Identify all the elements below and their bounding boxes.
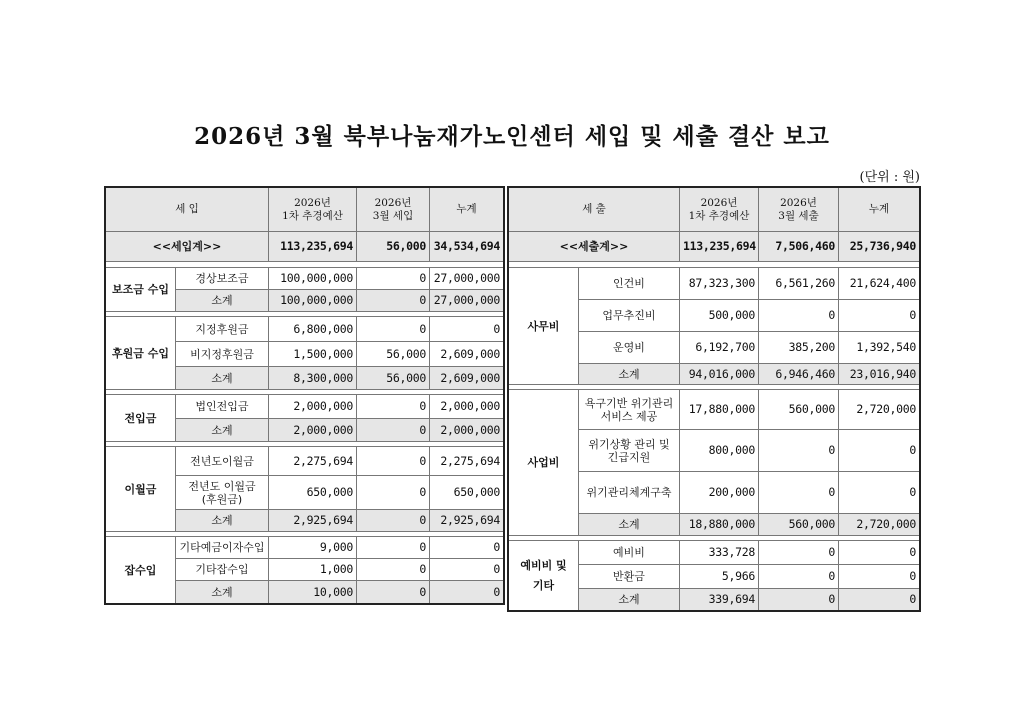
income-group-name: 이월금 xyxy=(106,447,176,532)
income-month: 0 xyxy=(357,317,430,342)
income-item: 소계 xyxy=(176,367,269,390)
income-budget: 100,000,000 xyxy=(269,290,357,312)
income-month: 0 xyxy=(357,510,430,532)
income-month: 0 xyxy=(357,395,430,419)
table-row xyxy=(106,395,504,419)
expense-item: 반환금 xyxy=(579,565,680,589)
income-budget: 650,000 xyxy=(269,476,357,510)
expense-item: 소계 xyxy=(579,589,680,611)
expense-month-header: 2026년 3월 세출 xyxy=(759,188,839,232)
expense-total-row xyxy=(509,232,920,262)
expense-item: 소계 xyxy=(579,364,680,385)
expense-month: 0 xyxy=(759,472,839,514)
income-group-name: 전입금 xyxy=(106,395,176,442)
income-cumulative: 27,000,000 xyxy=(430,268,504,290)
expense-month: 6,561,260 xyxy=(759,268,839,300)
income-cumulative: 650,000 xyxy=(430,476,504,510)
income-table xyxy=(105,187,504,604)
income-total-budget: 113,235,694 xyxy=(269,232,357,262)
income-cumulative: 27,000,000 xyxy=(430,290,504,312)
expense-cumulative-header: 누계 xyxy=(839,188,920,232)
expense-month: 0 xyxy=(759,589,839,611)
income-month: 0 xyxy=(357,447,430,476)
expense-budget-header: 2026년 1차 추경예산 xyxy=(680,188,759,232)
income-total-cumulative: 34,534,694 xyxy=(430,232,504,262)
income-item: 소계 xyxy=(176,290,269,312)
expense-budget: 94,016,000 xyxy=(680,364,759,385)
expense-cumulative: 2,720,000 xyxy=(839,514,920,536)
income-cumulative: 0 xyxy=(430,581,504,604)
income-budget: 6,800,000 xyxy=(269,317,357,342)
income-cumulative: 2,925,694 xyxy=(430,510,504,532)
expense-budget: 5,966 xyxy=(680,565,759,589)
income-budget: 1,500,000 xyxy=(269,342,357,367)
income-group-name: 보조금 수입 xyxy=(106,268,176,312)
income-month: 56,000 xyxy=(357,367,430,390)
expense-budget: 500,000 xyxy=(680,300,759,332)
expense-month: 0 xyxy=(759,300,839,332)
income-month: 0 xyxy=(357,476,430,510)
income-month: 56,000 xyxy=(357,342,430,367)
income-budget: 2,275,694 xyxy=(269,447,357,476)
expense-month: 6,946,460 xyxy=(759,364,839,385)
expense-cumulative: 23,016,940 xyxy=(839,364,920,385)
expense-total-month: 7,506,460 xyxy=(759,232,839,262)
expense-budget: 6,192,700 xyxy=(680,332,759,364)
expense-item: 운영비 xyxy=(579,332,680,364)
expense-group-name: 사업비 xyxy=(509,390,579,536)
unit-label: (단위 : 원) xyxy=(859,170,920,185)
expense-group-name: 사무비 xyxy=(509,268,579,385)
income-item: 소계 xyxy=(176,419,269,442)
income-total-row xyxy=(106,232,504,262)
expense-month: 0 xyxy=(759,565,839,589)
expense-category-header: 세 출 xyxy=(509,188,680,232)
income-item: 소계 xyxy=(176,510,269,532)
income-month: 0 xyxy=(357,581,430,604)
income-budget: 10,000 xyxy=(269,581,357,604)
income-cumulative: 2,609,000 xyxy=(430,342,504,367)
income-total-month: 56,000 xyxy=(357,232,430,262)
expense-budget: 800,000 xyxy=(680,430,759,472)
income-item: 전년도 이월금 (후원금) xyxy=(176,476,269,510)
income-item: 법인전입금 xyxy=(176,395,269,419)
expense-budget: 339,694 xyxy=(680,589,759,611)
income-cumulative: 0 xyxy=(430,317,504,342)
income-budget: 1,000 xyxy=(269,559,357,581)
income-month: 0 xyxy=(357,290,430,312)
expense-budget: 333,728 xyxy=(680,541,759,565)
expense-month: 0 xyxy=(759,430,839,472)
income-month: 0 xyxy=(357,537,430,559)
expense-item: 소계 xyxy=(579,514,680,536)
expense-budget: 18,880,000 xyxy=(680,514,759,536)
expense-item: 위기상황 관리 및 긴급지원 xyxy=(579,430,680,472)
income-item: 기타잡수입 xyxy=(176,559,269,581)
table-row xyxy=(106,317,504,342)
expense-item: 예비비 xyxy=(579,541,680,565)
income-budget: 2,000,000 xyxy=(269,395,357,419)
table-row xyxy=(509,541,920,565)
expense-header-row xyxy=(509,188,920,232)
expense-total-budget: 113,235,694 xyxy=(680,232,759,262)
income-month: 0 xyxy=(357,268,430,290)
expense-budget: 200,000 xyxy=(680,472,759,514)
expense-cumulative: 0 xyxy=(839,300,920,332)
expense-group-name: 예비비 및 기타 xyxy=(509,541,579,611)
expense-month: 0 xyxy=(759,541,839,565)
expense-item: 업무추진비 xyxy=(579,300,680,332)
expense-budget: 17,880,000 xyxy=(680,390,759,430)
income-month: 0 xyxy=(357,559,430,581)
table-row xyxy=(509,390,920,430)
income-total-label: <<세입계>> xyxy=(106,232,269,262)
income-item: 지정후원금 xyxy=(176,317,269,342)
income-item: 비지정후원금 xyxy=(176,342,269,367)
income-header-row xyxy=(106,188,504,232)
table-row xyxy=(106,447,504,476)
expense-cumulative: 0 xyxy=(839,565,920,589)
expense-cumulative: 21,624,400 xyxy=(839,268,920,300)
income-cumulative: 2,609,000 xyxy=(430,367,504,390)
income-budget: 100,000,000 xyxy=(269,268,357,290)
income-item: 전년도이월금 xyxy=(176,447,269,476)
income-budget-header: 2026년 1차 추경예산 xyxy=(269,188,357,232)
income-group-name: 후원금 수입 xyxy=(106,317,176,390)
expense-month: 385,200 xyxy=(759,332,839,364)
income-item: 소계 xyxy=(176,581,269,604)
expense-cumulative: 0 xyxy=(839,541,920,565)
income-cumulative: 0 xyxy=(430,537,504,559)
income-cumulative-header: 누계 xyxy=(430,188,504,232)
expense-cumulative: 1,392,540 xyxy=(839,332,920,364)
income-group-name: 잡수입 xyxy=(106,537,176,604)
expense-cumulative: 0 xyxy=(839,472,920,514)
expense-table xyxy=(508,187,920,611)
table-row xyxy=(509,268,920,300)
expense-cumulative: 0 xyxy=(839,589,920,611)
report-title: 2026년 3월 북부나눔재가노인센터 세입 및 세출 결산 보고 xyxy=(194,123,830,150)
income-cumulative: 2,275,694 xyxy=(430,447,504,476)
income-item: 기타예금이자수입 xyxy=(176,537,269,559)
expense-month: 560,000 xyxy=(759,390,839,430)
income-cumulative: 2,000,000 xyxy=(430,419,504,442)
expense-total-label: <<세출계>> xyxy=(509,232,680,262)
expense-budget: 87,323,300 xyxy=(680,268,759,300)
income-cumulative: 2,000,000 xyxy=(430,395,504,419)
income-item: 경상보조금 xyxy=(176,268,269,290)
expense-item: 인건비 xyxy=(579,268,680,300)
table-row xyxy=(106,268,504,290)
expense-cumulative: 2,720,000 xyxy=(839,390,920,430)
expense-cumulative: 0 xyxy=(839,430,920,472)
expense-total-cumulative: 25,736,940 xyxy=(839,232,920,262)
income-month-header: 2026년 3월 세입 xyxy=(357,188,430,232)
income-category-header: 세 입 xyxy=(106,188,269,232)
income-budget: 2,925,694 xyxy=(269,510,357,532)
income-budget: 2,000,000 xyxy=(269,419,357,442)
expense-month: 560,000 xyxy=(759,514,839,536)
table-row xyxy=(106,537,504,559)
income-budget: 9,000 xyxy=(269,537,357,559)
income-month: 0 xyxy=(357,419,430,442)
income-budget: 8,300,000 xyxy=(269,367,357,390)
income-cumulative: 0 xyxy=(430,559,504,581)
expense-item: 욕구기반 위기관리 서비스 제공 xyxy=(579,390,680,430)
expense-item: 위기관리체계구축 xyxy=(579,472,680,514)
